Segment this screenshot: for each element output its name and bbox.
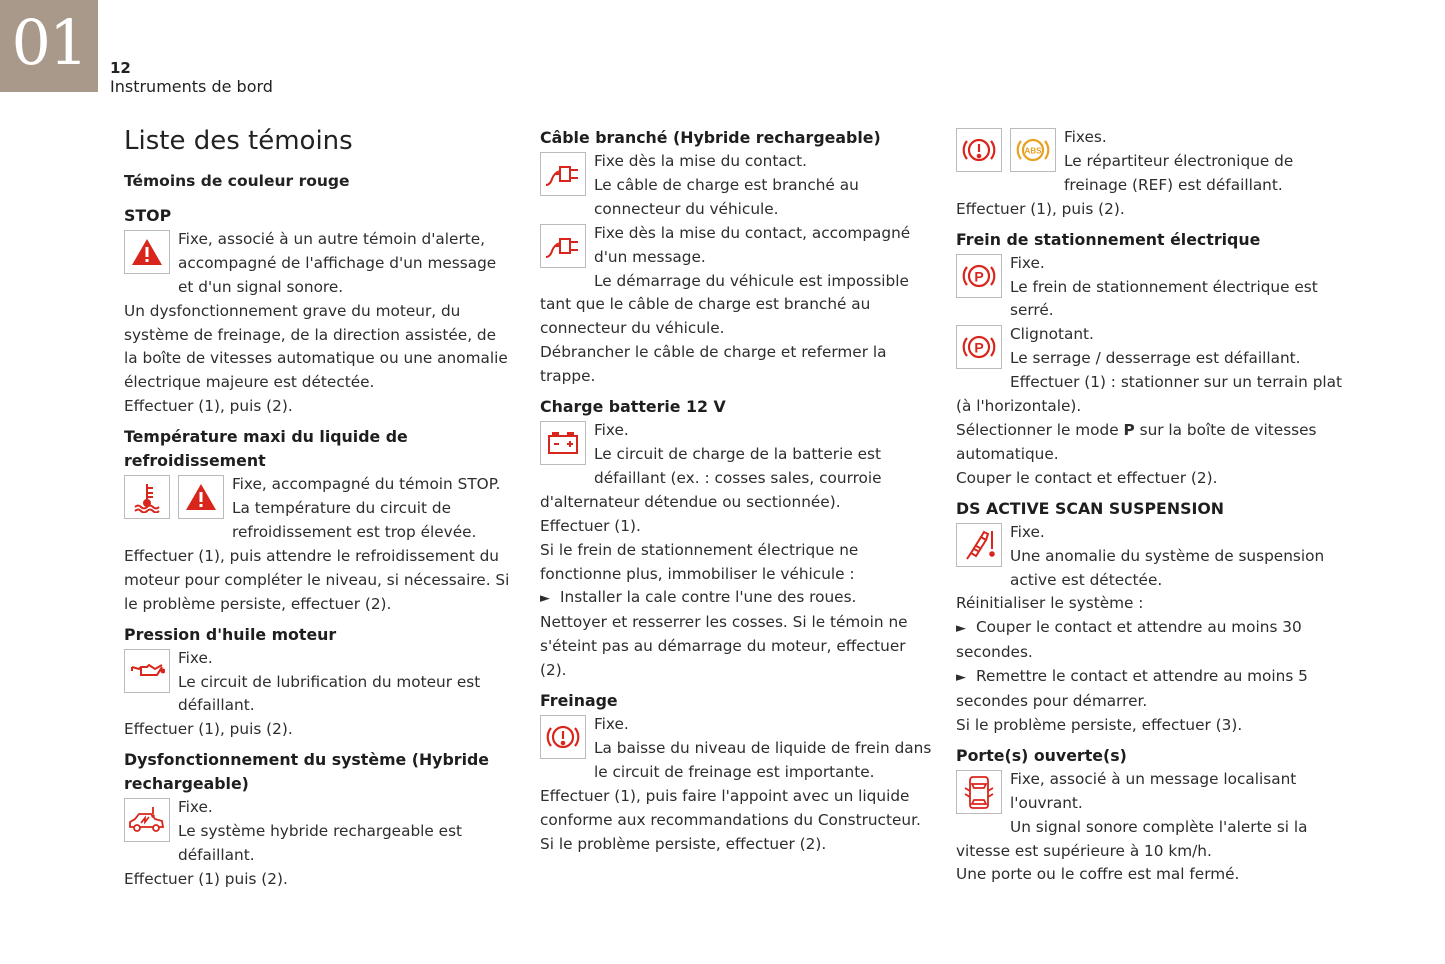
epb-text-6 [956,419,1348,467]
chapter-title: Instruments de bord [110,77,273,96]
stop-warning-icon [124,230,170,274]
battery-text-2: Le circuit de charge de la batterie est défaillant (ex. : cosses sales, courroie d'alternateur détendue ou sectionnée). [540,444,882,511]
cable-text-3: Fixe dès la mise du contact, accompagné d'un message. [594,223,911,266]
abs-icon [1010,128,1056,172]
suspension-bullet-2: ► Remettre le contact et attendre au moins 5 secondes pour démarrer. [956,665,1348,714]
coolant-temperature-icon [124,475,170,519]
battery-bullet: ► Installer la cale contre l'une des roues. [540,586,932,611]
column-3 [956,126,1348,887]
column-1 [124,126,514,892]
battery-text-6: Nettoyer et resserrer les cosses. Si le témoin ne s'éteint pas au démarrage du moteur, effectuer (2). [540,613,908,680]
battery-heading: Charge batterie 12 V [540,397,726,417]
hybrid-text-1: Fixe. [178,798,213,817]
cable-text-2: Le câble de charge est branché au connecteur du véhicule. [594,175,859,218]
stop-heading: STOP [124,205,172,225]
epb-text-6a: Sélectionner le mode [956,420,1124,439]
suspension-heading: DS ACTIVE SCAN SUSPENSION [956,498,1224,518]
cable-text-4: Le démarrage du véhicule est impossible tant que le câble de charge est branché au connecteur du véhicule. [540,271,909,338]
oil-pressure-icon [124,649,170,693]
coolant-heading: Température maxi du liquide de refroidissement [124,427,408,471]
battery-icon [540,421,586,465]
brake-text-2: La baisse du niveau de liquide de frein dans le circuit de freinage est importante. [594,738,932,781]
brake-text-4: Si le problème persiste, effectuer (2). [540,834,827,853]
brake-text-3: Effectuer (1), puis faire l'appoint avec un liquide conforme aux recommandations du Constructeur. [540,786,921,829]
battery-text-3: Effectuer (1). [540,516,641,535]
abs-icon-label: ABS [1024,146,1042,156]
epb-text-7: Couper le contact et effectuer (2). [956,468,1218,487]
abs-text-1: Fixes. [1064,128,1107,146]
oil-text-2: Le circuit de lubrification du moteur est défaillant. [178,672,481,715]
brake-heading: Freinage [540,691,618,711]
hybrid-text-3: Effectuer (1) puis (2). [124,869,288,888]
parking-brake-icon-label-2: P [974,339,984,356]
oil-heading: Pression d'huile moteur [124,624,337,644]
epb-text-1: Fixe. [1010,253,1045,272]
brake-text-1: Fixe. [594,715,629,734]
epb-text-4: Le serrage / desserrage est défaillant. [1010,349,1301,368]
brake-warning-icon [540,715,586,759]
door-text-3: Une porte ou le coffre est mal fermé. [956,865,1240,884]
hybrid-text-2: Le système hybride rechargeable est défaillant. [178,822,463,865]
stop-text-2: Un dysfonctionnement grave du moteur, du système de freinage, de la direction assistée, de la boîte de vitesses automatique ou une anomalie électrique majeure est détectée. [124,301,508,392]
door-heading: Porte(s) ouverte(s) [956,745,1127,765]
suspension-text-2: Une anomalie du système de suspension active est détectée. [1010,546,1325,589]
column-2 [540,126,932,856]
parking-brake-icon-2 [956,325,1002,369]
coolant-text-1: Fixe, accompagné du témoin STOP. La température du circuit de refroidissement est trop élevée. [232,475,501,541]
abs-text-2: Le répartiteur électronique de freinage (REF) est défaillant. [1064,151,1294,194]
stop-warning-icon-2 [178,475,224,519]
suspension-bullet-1: ► Couper le contact et attendre au moins 30 secondes. [956,616,1348,665]
stop-text-1: Fixe, associé à un autre témoin d'alerte, accompagné de l'affichage d'un message et d'un signal sonore. [178,229,497,296]
cable-heading: Câble branché (Hybride rechargeable) [540,128,881,147]
door-open-icon [956,770,1002,814]
section-subtitle: Témoins de couleur rouge [124,172,350,190]
cable-text-5: Débrancher le câble de charge et refermer la trappe. [540,343,887,386]
suspension-text-6: Si le problème persiste, effectuer (3). [956,715,1243,734]
oil-text-3: Effectuer (1), puis (2). [124,720,293,739]
charging-cable-icon [540,152,586,196]
epb-text-3: Clignotant. [1010,325,1094,344]
oil-text-1: Fixe. [178,648,213,667]
battery-text-4: Si le frein de stationnement électrique ne fonctionne plus, immobiliser le véhicule : [540,540,859,583]
abs-text-3: Effectuer (1), puis (2). [956,199,1125,218]
parking-brake-icon-label: P [974,268,984,285]
chapter-number: 01 [11,6,87,79]
door-text-1: Fixe, associé à un message localisant l'ouvrant. [1010,769,1297,812]
stop-text-3: Effectuer (1), puis (2). [124,397,293,416]
epb-text-5: Effectuer (1) : stationner sur un terrain plat (à l'horizontale). [956,373,1343,416]
battery-text-1: Fixe. [594,421,629,440]
charging-cable-icon-2 [540,224,586,268]
hybrid-heading: Dysfonctionnement du système (Hybride rechargeable) [124,750,490,794]
epb-heading: Frein de stationnement électrique [956,229,1261,249]
parking-brake-icon [956,254,1002,298]
brake-warning-icon-2 [956,128,1002,172]
coolant-text-2: Effectuer (1), puis attendre le refroidissement du moteur pour compléter le niveau, si nécessaire. Si le problème persiste, effectuer (2). [124,546,510,613]
door-text-2: Un signal sonore complète l'alerte si la vitesse est supérieure à 10 km/h. [956,817,1308,860]
epb-text-2: Le frein de stationnement électrique est serré. [1010,277,1318,320]
hybrid-system-fault-icon [124,798,170,842]
suspension-text-3: Réinitialiser le système : [956,594,1144,613]
page-title: Liste des témoins [124,126,353,156]
suspension-fault-icon [956,523,1002,567]
page-number: 12 [110,59,131,77]
chapter-tab [0,0,98,92]
cable-text-1: Fixe dès la mise du contact. [594,152,807,170]
epb-text-6b: P [1123,420,1135,439]
epb-text-6c: sur la boîte de vitesses automatique. [956,420,1317,463]
suspension-text-1: Fixe. [1010,522,1045,541]
